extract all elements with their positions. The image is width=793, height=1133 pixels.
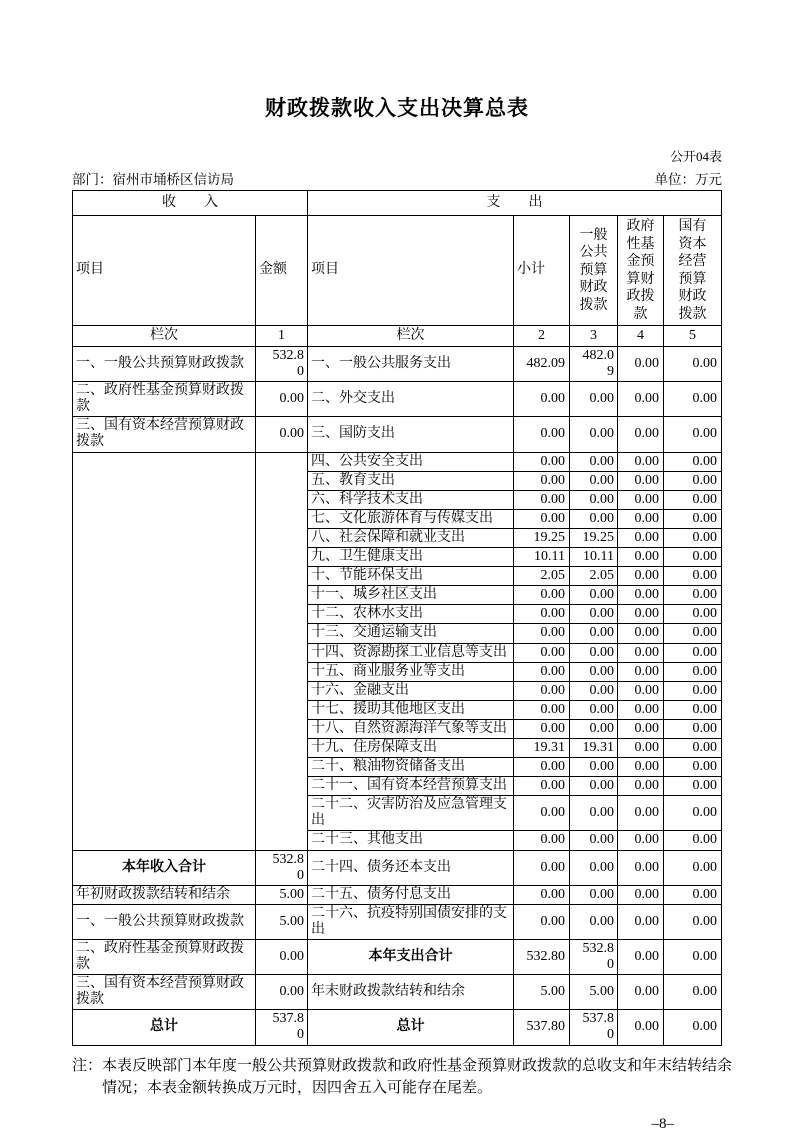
expense-capital-cell: 0.00 xyxy=(664,1010,722,1045)
expense-item-cell: 二十一、国有资本经营预算支出 xyxy=(308,777,514,796)
expense-subtotal-cell: 5.00 xyxy=(514,975,570,1010)
expense-subtotal-cell: 532.80 xyxy=(514,940,570,975)
expense-subtotal-cell: 0.00 xyxy=(514,719,570,738)
expense-fund-cell: 0.00 xyxy=(618,471,664,490)
expense-item-cell: 本年支出合计 xyxy=(308,940,514,975)
income-item-cell: 一、一般公共预算财政拨款 xyxy=(73,347,256,382)
subtotal-header: 小计 xyxy=(514,216,570,326)
expense-capital-cell: 0.00 xyxy=(664,567,722,586)
expense-capital-cell: 0.00 xyxy=(664,452,722,471)
expense-subtotal-cell: 0.00 xyxy=(514,452,570,471)
expense-general-cell: 0.00 xyxy=(570,719,618,738)
expense-fund-cell: 0.00 xyxy=(618,417,664,452)
column-number-2: 2 xyxy=(514,326,570,347)
page-number: –8– xyxy=(651,1115,674,1132)
expense-fund-cell: 0.00 xyxy=(618,940,664,975)
expense-general-cell: 10.11 xyxy=(570,548,618,567)
expense-subtotal-cell: 0.00 xyxy=(514,796,570,831)
table-row xyxy=(73,850,722,885)
expense-fund-cell: 0.00 xyxy=(618,528,664,547)
expense-item-cell: 二十五、债务付息支出 xyxy=(308,885,514,904)
expense-fund-cell: 0.00 xyxy=(618,758,664,777)
expense-capital-cell: 0.00 xyxy=(664,975,722,1010)
expense-general-cell: 0.00 xyxy=(570,452,618,471)
expense-item-cell: 十六、金融支出 xyxy=(308,681,514,700)
income-item-cell: 一、一般公共预算财政拨款 xyxy=(73,904,256,939)
expense-capital-cell: 0.00 xyxy=(664,471,722,490)
state-capital-header-text: 国有资本经营预算财政拨款 xyxy=(678,219,707,322)
expense-item-cell: 十五、商业服务业等支出 xyxy=(308,662,514,681)
expense-subtotal-cell: 0.00 xyxy=(514,850,570,885)
expense-capital-cell: 0.00 xyxy=(664,700,722,719)
general-budget-header xyxy=(570,216,618,326)
expense-subtotal-cell: 0.00 xyxy=(514,605,570,624)
expense-fund-cell: 0.00 xyxy=(618,347,664,382)
expense-fund-cell: 0.00 xyxy=(618,831,664,850)
income-amount-header: 金额 xyxy=(256,216,308,326)
income-item-cell: 总计 xyxy=(73,1010,256,1045)
expense-fund-cell: 0.00 xyxy=(618,624,664,643)
table-row xyxy=(73,904,722,939)
expense-capital-cell: 0.00 xyxy=(664,885,722,904)
table-body xyxy=(73,347,722,1046)
expense-general-cell: 0.00 xyxy=(570,777,618,796)
expense-capital-cell: 0.00 xyxy=(664,382,722,417)
expense-item-cell: 十七、援助其他地区支出 xyxy=(308,700,514,719)
expense-capital-cell: 0.00 xyxy=(664,662,722,681)
income-item-cell: 三、国有资本经营预算财政拨款 xyxy=(73,975,256,1010)
section-header-row xyxy=(73,191,722,216)
gov-fund-header xyxy=(618,216,664,326)
income-amount-cell: 0.00 xyxy=(256,940,308,975)
expense-fund-cell: 0.00 xyxy=(618,452,664,471)
column-header-row xyxy=(73,216,722,326)
expense-general-cell: 0.00 xyxy=(570,662,618,681)
expense-general-cell: 0.00 xyxy=(570,643,618,662)
expense-item-cell: 九、卫生健康支出 xyxy=(308,548,514,567)
expense-item-cell: 十二、农林水支出 xyxy=(308,605,514,624)
expense-general-cell: 0.00 xyxy=(570,586,618,605)
table-row xyxy=(73,940,722,975)
expense-fund-cell: 0.00 xyxy=(618,738,664,757)
expense-general-cell: 0.00 xyxy=(570,850,618,885)
expense-item-cell: 总计 xyxy=(308,1010,514,1045)
expense-subtotal-cell: 0.00 xyxy=(514,758,570,777)
expense-fund-cell: 0.00 xyxy=(618,548,664,567)
expense-capital-cell: 0.00 xyxy=(664,347,722,382)
income-amount-cell: 0.00 xyxy=(256,975,308,1010)
general-budget-header-text: 一般公共预算财政拨款 xyxy=(579,227,608,313)
expense-capital-cell: 0.00 xyxy=(664,777,722,796)
income-item-cell: 三、国有资本经营预算财政拨款 xyxy=(73,417,256,452)
expense-item-cell: 十九、住房保障支出 xyxy=(308,738,514,757)
expense-item-cell: 七、文化旅游体育与传媒支出 xyxy=(308,509,514,528)
expense-general-cell: 0.00 xyxy=(570,700,618,719)
expense-general-cell: 0.00 xyxy=(570,624,618,643)
income-item-header: 项目 xyxy=(73,216,256,326)
expense-capital-cell: 0.00 xyxy=(664,681,722,700)
expense-general-cell: 0.00 xyxy=(570,605,618,624)
expense-item-cell: 四、公共安全支出 xyxy=(308,452,514,471)
expense-item-header: 项目 xyxy=(308,216,514,326)
expense-subtotal-cell: 0.00 xyxy=(514,624,570,643)
expense-item-cell: 二十四、债务还本支出 xyxy=(308,850,514,885)
expense-fund-cell: 0.00 xyxy=(618,490,664,509)
expense-capital-cell: 0.00 xyxy=(664,850,722,885)
budget-table xyxy=(72,190,722,1046)
expense-subtotal-cell: 0.00 xyxy=(514,904,570,939)
expense-capital-cell: 0.00 xyxy=(664,831,722,850)
expense-subtotal-cell: 0.00 xyxy=(514,662,570,681)
expense-subtotal-cell: 0.00 xyxy=(514,831,570,850)
footnote: 注：本表反映部门本年度一般公共预算财政拨款和政府性基金预算财政拨款的总收支和年末结转结余情况；本表金额转换成万元时，因四舍五入可能存在尾差。 xyxy=(72,1057,733,1097)
expense-fund-cell: 0.00 xyxy=(618,975,664,1010)
income-empty-item-cell xyxy=(73,452,256,850)
expense-capital-cell: 0.00 xyxy=(664,417,722,452)
expense-capital-cell: 0.00 xyxy=(664,643,722,662)
income-amount-cell: 5.00 xyxy=(256,904,308,939)
income-amount-cell: 0.00 xyxy=(256,382,308,417)
expense-item-cell: 五、教育支出 xyxy=(308,471,514,490)
expense-general-cell: 0.00 xyxy=(570,904,618,939)
form-number: 公开04表 xyxy=(669,149,722,164)
expense-general-cell: 0.00 xyxy=(570,509,618,528)
expense-item-cell: 二十六、抗疫特别国债安排的支出 xyxy=(308,904,514,939)
expense-item-cell: 二十、粮油物资储备支出 xyxy=(308,758,514,777)
income-item-cell: 年初财政拨款结转和结余 xyxy=(73,885,256,904)
expense-item-cell: 八、社会保障和就业支出 xyxy=(308,528,514,547)
expense-item-cell: 十八、自然资源海洋气象等支出 xyxy=(308,719,514,738)
table-row xyxy=(73,347,722,382)
expense-general-cell: 19.31 xyxy=(570,738,618,757)
expense-subtotal-cell: 537.80 xyxy=(514,1010,570,1045)
expense-item-cell: 年末财政拨款结转和结余 xyxy=(308,975,514,1010)
expense-capital-cell: 0.00 xyxy=(664,548,722,567)
expense-subtotal-cell: 0.00 xyxy=(514,885,570,904)
expense-lanci-label: 栏次 xyxy=(308,326,514,347)
expense-fund-cell: 0.00 xyxy=(618,509,664,528)
expense-item-cell: 十一、城乡社区支出 xyxy=(308,586,514,605)
expense-fund-cell: 0.00 xyxy=(618,904,664,939)
unit-label: 单位：万元 xyxy=(654,172,722,187)
expense-subtotal-cell: 0.00 xyxy=(514,490,570,509)
income-lanci-label: 栏次 xyxy=(73,326,256,347)
expense-fund-cell: 0.00 xyxy=(618,605,664,624)
expense-subtotal-cell: 0.00 xyxy=(514,700,570,719)
expense-general-cell: 0.00 xyxy=(570,681,618,700)
expense-capital-cell: 0.00 xyxy=(664,904,722,939)
expense-fund-cell: 0.00 xyxy=(618,1010,664,1045)
expense-general-cell: 0.00 xyxy=(570,796,618,831)
expense-item-cell: 六、科学技术支出 xyxy=(308,490,514,509)
expense-capital-cell: 0.00 xyxy=(664,509,722,528)
expense-fund-cell: 0.00 xyxy=(618,681,664,700)
expense-capital-cell: 0.00 xyxy=(664,738,722,757)
expense-capital-cell: 0.00 xyxy=(664,940,722,975)
expense-item-cell: 三、国防支出 xyxy=(308,417,514,452)
table-row xyxy=(73,452,722,471)
expense-general-cell: 537.80 xyxy=(570,1010,618,1045)
income-amount-cell: 0.00 xyxy=(256,417,308,452)
gov-fund-header-text: 政府性基金预算财政拨款 xyxy=(626,219,655,322)
expense-subtotal-cell: 19.25 xyxy=(514,528,570,547)
expense-general-cell: 0.00 xyxy=(570,831,618,850)
expense-item-cell: 十三、交通运输支出 xyxy=(308,624,514,643)
expense-subtotal-cell: 0.00 xyxy=(514,509,570,528)
expense-subtotal-cell: 19.31 xyxy=(514,738,570,757)
expense-capital-cell: 0.00 xyxy=(664,528,722,547)
expense-fund-cell: 0.00 xyxy=(618,796,664,831)
income-item-cell: 二、政府性基金预算财政拨款 xyxy=(73,940,256,975)
income-empty-amount-cell xyxy=(256,452,308,850)
department-label: 部门：宿州市埇桥区信访局 xyxy=(72,172,234,187)
expense-fund-cell: 0.00 xyxy=(618,719,664,738)
expense-capital-cell: 0.00 xyxy=(664,624,722,643)
column-number-row xyxy=(73,326,722,347)
income-amount-cell: 5.00 xyxy=(256,885,308,904)
expense-item-cell: 一、一般公共服务支出 xyxy=(308,347,514,382)
table-row xyxy=(73,885,722,904)
expense-fund-cell: 0.00 xyxy=(618,643,664,662)
table-row xyxy=(73,417,722,452)
expense-fund-cell: 0.00 xyxy=(618,885,664,904)
table-row xyxy=(73,382,722,417)
income-amount-cell: 537.80 xyxy=(256,1010,308,1045)
expense-capital-cell: 0.00 xyxy=(664,796,722,831)
expense-subtotal-cell: 0.00 xyxy=(514,777,570,796)
income-item-cell: 本年收入合计 xyxy=(73,850,256,885)
expense-general-cell: 482.09 xyxy=(570,347,618,382)
expense-general-cell: 0.00 xyxy=(570,471,618,490)
expense-subtotal-cell: 10.11 xyxy=(514,548,570,567)
expense-general-cell: 532.80 xyxy=(570,940,618,975)
expense-item-cell: 十、节能环保支出 xyxy=(308,567,514,586)
expense-subtotal-cell: 0.00 xyxy=(514,586,570,605)
expense-subtotal-cell: 0.00 xyxy=(514,643,570,662)
income-section-header: 收 入 xyxy=(73,191,308,216)
expense-general-cell: 19.25 xyxy=(570,528,618,547)
expense-capital-cell: 0.00 xyxy=(664,490,722,509)
income-item-cell: 二、政府性基金预算财政拨款 xyxy=(73,382,256,417)
income-amount-cell: 532.80 xyxy=(256,347,308,382)
expense-item-cell: 二、外交支出 xyxy=(308,382,514,417)
expense-section-header: 支 出 xyxy=(308,191,722,216)
expense-fund-cell: 0.00 xyxy=(618,662,664,681)
expense-general-cell: 0.00 xyxy=(570,382,618,417)
expense-item-cell: 二十三、其他支出 xyxy=(308,831,514,850)
income-amount-cell: 532.80 xyxy=(256,850,308,885)
expense-fund-cell: 0.00 xyxy=(618,777,664,796)
expense-subtotal-cell: 0.00 xyxy=(514,417,570,452)
expense-fund-cell: 0.00 xyxy=(618,586,664,605)
column-number-4: 4 xyxy=(618,326,664,347)
expense-fund-cell: 0.00 xyxy=(618,567,664,586)
expense-general-cell: 0.00 xyxy=(570,758,618,777)
meta-row xyxy=(72,168,722,188)
expense-item-cell: 十四、资源勘探工业信息等支出 xyxy=(308,643,514,662)
column-number-1: 1 xyxy=(256,326,308,347)
expense-capital-cell: 0.00 xyxy=(664,719,722,738)
table-row xyxy=(73,1010,722,1045)
state-capital-header xyxy=(664,216,722,326)
expense-general-cell: 2.05 xyxy=(570,567,618,586)
expense-capital-cell: 0.00 xyxy=(664,605,722,624)
expense-capital-cell: 0.00 xyxy=(664,586,722,605)
expense-general-cell: 5.00 xyxy=(570,975,618,1010)
expense-subtotal-cell: 482.09 xyxy=(514,347,570,382)
column-number-5: 5 xyxy=(664,326,722,347)
expense-item-cell: 二十二、灾害防治及应急管理支出 xyxy=(308,796,514,831)
page-title: 财政拨款收入支出决算总表 xyxy=(265,96,529,120)
expense-fund-cell: 0.00 xyxy=(618,700,664,719)
expense-capital-cell: 0.00 xyxy=(664,758,722,777)
column-number-3: 3 xyxy=(570,326,618,347)
expense-subtotal-cell: 2.05 xyxy=(514,567,570,586)
expense-subtotal-cell: 0.00 xyxy=(514,471,570,490)
expense-subtotal-cell: 0.00 xyxy=(514,382,570,417)
expense-fund-cell: 0.00 xyxy=(618,850,664,885)
expense-general-cell: 0.00 xyxy=(570,417,618,452)
expense-general-cell: 0.00 xyxy=(570,490,618,509)
expense-fund-cell: 0.00 xyxy=(618,382,664,417)
expense-subtotal-cell: 0.00 xyxy=(514,681,570,700)
expense-general-cell: 0.00 xyxy=(570,885,618,904)
table-row xyxy=(73,975,722,1010)
